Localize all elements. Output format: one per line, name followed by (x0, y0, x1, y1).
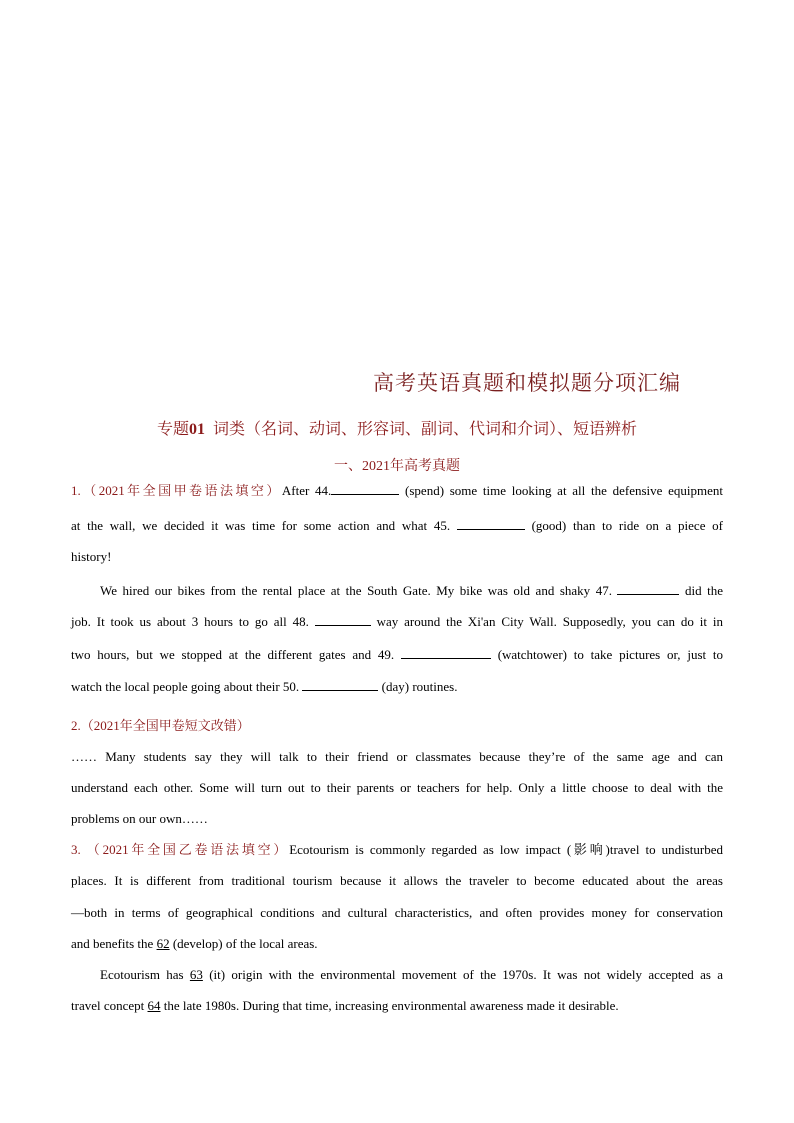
q1-text: did the (684, 583, 723, 598)
subtitle-text: 词类（名词、动词、形容词、副词、代词和介词）、短语辨析 (213, 421, 638, 438)
q1-text: watch the local people going about their 50. (71, 679, 300, 694)
main-title: 高考英语真题和模拟题分项汇编 (373, 371, 681, 395)
blank-47[interactable] (617, 582, 679, 595)
q1-line-6 (71, 646, 723, 663)
q3-text: and benefits the (71, 936, 154, 951)
blank-50[interactable] (302, 678, 378, 691)
q1-text: at the wall, we decided it was time for some action and what 45. (71, 518, 451, 533)
blank-44[interactable] (331, 482, 399, 495)
q3-text: (it) origin with the environmental movement of the 1970s. It was not widely accepted as a (209, 967, 724, 982)
q3-line-3: —both in terms of geographical conditions and cultural characteristics, and often provides money for conservation (71, 905, 723, 920)
blank-45[interactable] (457, 517, 525, 530)
q3-line-2: places. It is different from traditional tourism because it allows the traveler to become educated about the areas (71, 873, 723, 888)
q1-text: job. It took us about 3 hours to go all 48. (71, 614, 309, 629)
q1-line-4 (100, 582, 723, 599)
section-title: 一、2021年高考真题 (334, 459, 460, 474)
q1-line-7 (71, 678, 723, 695)
q1-text: We hired our bikes from the rental place at the South Gate. My bike was old and shaky 47. (100, 583, 612, 598)
q1-line-1 (71, 482, 723, 499)
q3-line-5 (100, 967, 723, 983)
subtitle-prefix: 专题 (156, 421, 189, 438)
blank-62[interactable]: 62 (156, 936, 170, 951)
q2-line-2: understand each other. Some will turn out to their parents or teachers for help. Only a little choose to deal with the (71, 780, 723, 795)
q3-line-6 (71, 998, 723, 1014)
q1-text: (day) routines. (381, 679, 458, 694)
q3-line-1 (71, 842, 723, 858)
q3-label: 3. （2021年全国乙卷语法填空） (71, 842, 290, 857)
q3-text: (develop) of the local areas. (172, 936, 318, 951)
q3-text: travel concept (71, 998, 145, 1013)
subtitle-number: 01 (189, 421, 205, 438)
q1-text: (spend) some time looking at all the defensive equipment (405, 483, 724, 498)
q1-label: 1.（2021年全国甲卷语法填空） (71, 483, 282, 498)
q1-text: two hours, but we stopped at the different gates and 49. (71, 647, 395, 662)
q3-line-4 (71, 936, 723, 952)
q2-label: 2.（2021年全国甲卷短文改错） (71, 718, 250, 733)
blank-64[interactable]: 64 (147, 998, 161, 1013)
q1-text: way around the Xi'an City Wall. Supposedly, you can do it in (376, 614, 724, 629)
blank-63[interactable]: 63 (189, 967, 203, 982)
q1-line-2 (71, 517, 723, 534)
blank-49[interactable] (401, 646, 491, 659)
q3-text: Ecotourism is commonly regarded as low impact (影响)travel to undisturbed (289, 842, 723, 857)
q2-line-3: problems on our own…… (71, 811, 208, 826)
q1-text: (good) than to ride on a piece of (531, 518, 724, 533)
q2-line-1: …… Many students say they will talk to their friend or classmates because they’re of the same age and can (71, 749, 723, 764)
q1-line-3: history! (71, 549, 112, 564)
q3-text: the late 1980s. During that time, increasing environmental awareness made it desirable. (163, 998, 619, 1013)
blank-48[interactable] (315, 613, 371, 626)
q1-line-5 (71, 613, 723, 630)
q1-text: (watchtower) to take pictures or, just to (497, 647, 724, 662)
topic-subtitle (0, 416, 794, 439)
q3-text: Ecotourism has (100, 967, 184, 982)
q1-text: After 44. (281, 483, 332, 498)
